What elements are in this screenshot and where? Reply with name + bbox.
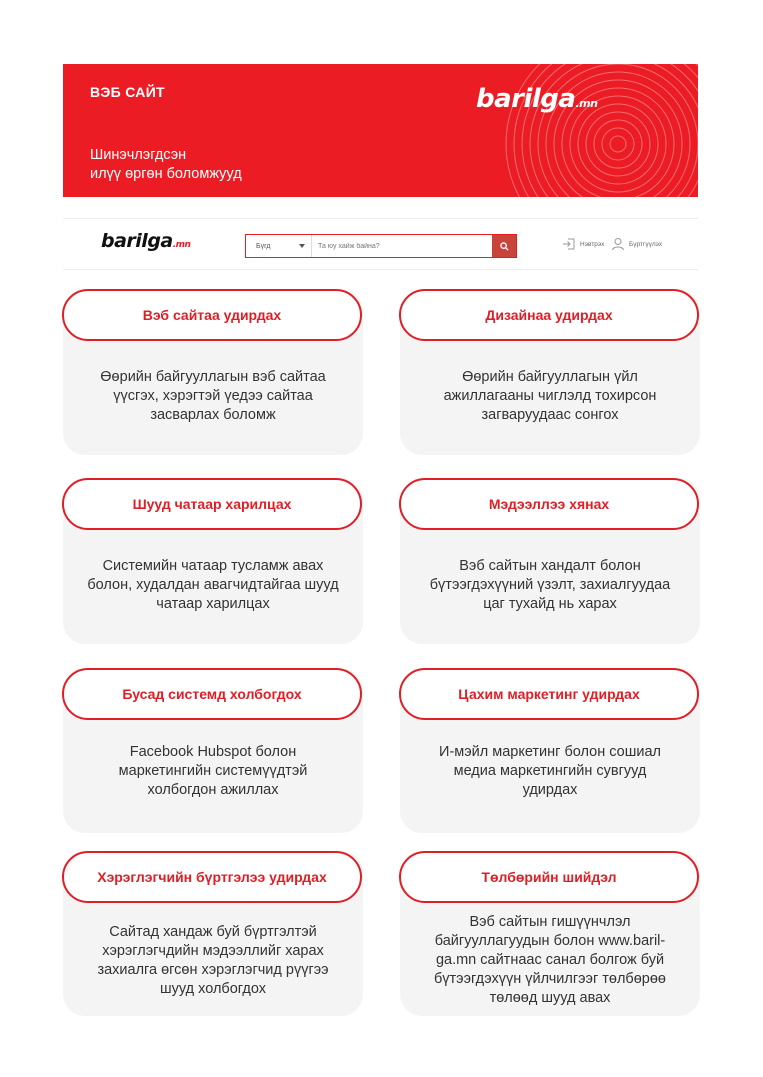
login-link[interactable] xyxy=(562,237,604,251)
feature-card xyxy=(63,851,363,1016)
feature-description-line: үүсгэх, хэрэгтэй үедээ сайтаа xyxy=(113,388,313,404)
feature-title[interactable]: Цахим маркетинг удирдах xyxy=(399,668,699,720)
feature-title[interactable]: Мэдээллээ хянах xyxy=(399,478,699,530)
feature-description-line: удирдах xyxy=(522,782,578,798)
feature-title[interactable]: Дизайнаа удирдах xyxy=(399,289,699,341)
feature-description-line: ажиллагааны чиглэлд тохирсон xyxy=(443,388,657,404)
banner-logo-suffix: .mn xyxy=(575,97,598,110)
feature-description xyxy=(63,923,363,999)
feature-description xyxy=(400,913,700,1008)
search-bar xyxy=(245,234,517,258)
caret-down-icon xyxy=(299,244,305,248)
feature-card xyxy=(400,289,700,455)
feature-description-line: Өөрийн байгууллагын вэб сайтаа xyxy=(100,369,326,385)
feature-description-line: цаг тухайд нь харах xyxy=(483,596,617,612)
feature-title[interactable]: Бусад системд холбогдох xyxy=(62,668,362,720)
feature-description xyxy=(400,743,700,800)
feature-description-line: Системийн чатаар тусламж авах xyxy=(102,558,324,574)
site-logo-main: barilga xyxy=(101,230,173,252)
feature-description-line: бүтээгдэхүүн үйлчилгээг төлбөрөө xyxy=(433,971,666,987)
feature-description-line: И-мэйл маркетинг болон сошиал xyxy=(439,744,661,760)
feature-description xyxy=(63,743,363,800)
site-header xyxy=(63,218,698,270)
feature-description-line: болон, худалдан авагчидтайгаа шууд xyxy=(87,577,339,593)
feature-description xyxy=(400,368,700,425)
feature-description-line: засварлах боломж xyxy=(150,407,276,423)
feature-card xyxy=(63,668,363,833)
feature-card xyxy=(400,478,700,644)
category-select-value: Бүгд xyxy=(256,242,271,250)
feature-description-line: Вэб сайтын гишүүнчлэл xyxy=(469,914,631,930)
feature-description-line: төлөөд шууд авах xyxy=(489,990,611,1006)
feature-title[interactable]: Төлбөрийн шийдэл xyxy=(399,851,699,903)
hero-banner xyxy=(63,64,698,197)
feature-description-line: бүтээгдэхүүний үзэлт, захиалгуудаа xyxy=(429,577,671,593)
feature-title[interactable]: Вэб сайтаа удирдах xyxy=(62,289,362,341)
feature-title[interactable]: Шууд чатаар харилцах xyxy=(62,478,362,530)
feature-description-line: Өөрийн байгууллагын үйл xyxy=(462,369,638,385)
feature-card xyxy=(400,668,700,833)
feature-description-line: хэрэглэгчдийн мэдээллийг харах xyxy=(102,943,324,959)
feature-description xyxy=(400,557,700,614)
banner-subtitle-line1: Шинэчлэгдсэн xyxy=(90,147,187,163)
feature-description xyxy=(63,368,363,425)
search-button[interactable] xyxy=(492,235,516,257)
feature-description-line: захиалга өгсөн хэрэглэгчид рүүгээ xyxy=(97,962,329,978)
feature-description-line: загваруудаас сонгох xyxy=(481,407,619,423)
login-icon xyxy=(562,237,576,251)
banner-logo-main: barilga xyxy=(476,84,576,114)
feature-description-line: шууд холбогдох xyxy=(159,981,267,997)
banner-title: ВЭБ САЙТ xyxy=(90,84,165,100)
user-icon xyxy=(611,237,625,251)
site-logo[interactable] xyxy=(101,230,190,252)
search-input[interactable] xyxy=(312,235,492,257)
feature-description-line: Facebook Hubspot болон xyxy=(129,744,297,760)
site-logo-suffix: .mn xyxy=(172,240,191,250)
feature-card xyxy=(400,851,700,1016)
feature-description-line: маркетингийн системүүдтэй xyxy=(118,763,308,779)
login-label: Нэвтрэх xyxy=(580,240,605,248)
banner-subtitle xyxy=(90,146,330,184)
feature-description-line: байгууллагуудын болон www.baril- xyxy=(434,933,666,949)
feature-description-line: Сайтад хандаж буй бүртгэлтэй xyxy=(109,924,317,940)
search-icon xyxy=(500,242,509,251)
feature-description-line: холбогдон ажиллах xyxy=(147,782,279,798)
feature-description xyxy=(63,557,363,614)
register-link[interactable] xyxy=(611,237,662,251)
category-select[interactable] xyxy=(246,235,312,257)
feature-card xyxy=(63,289,363,455)
feature-description-line: чатаар харилцах xyxy=(156,596,270,612)
banner-subtitle-line2: илүү өргөн боломжууд xyxy=(90,166,242,182)
feature-description-line: Вэб сайтын хандалт болон xyxy=(459,558,641,574)
feature-description-line: ga.mn сайтнаас санал болгож буй xyxy=(435,952,665,968)
banner-logo xyxy=(476,84,597,114)
feature-title[interactable]: Хэрэглэгчийн бүртгэлээ удирдах xyxy=(62,851,362,903)
feature-description-line: медиа маркетингийн сувгууд xyxy=(453,763,647,779)
register-label: Бүртгүүлэх xyxy=(629,240,663,248)
feature-card xyxy=(63,478,363,644)
